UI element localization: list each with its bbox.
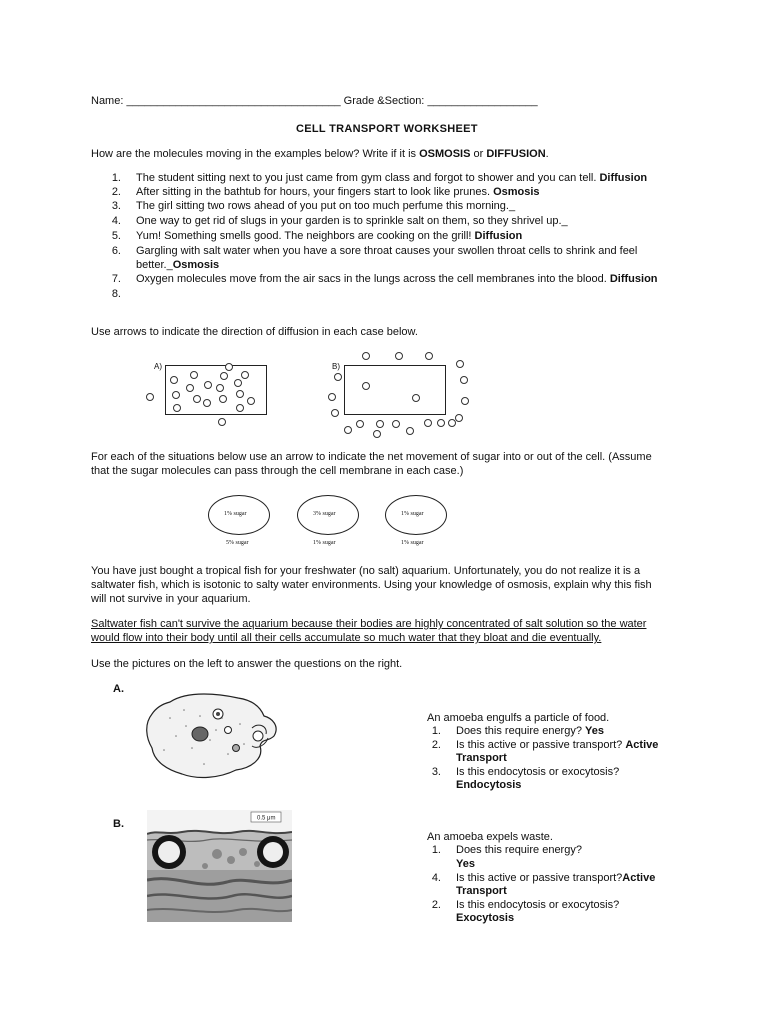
molecule [193, 395, 201, 403]
cell-inside-label: 1% sugar [224, 511, 247, 517]
question-item: Is this active or passive transport? Active [456, 739, 659, 751]
worksheet-title: CELL TRANSPORT WORKSHEET [296, 123, 478, 135]
item-number: 2. [111, 186, 121, 198]
molecule [460, 376, 468, 384]
molecule [186, 384, 194, 392]
section-b-letter: B. [113, 818, 124, 830]
diagram-a-label: A) [154, 362, 162, 371]
fish-question-line-3: will not survive in your aquarium. [91, 593, 251, 605]
question-number: 2. [431, 899, 441, 911]
item-number: 3. [111, 200, 121, 212]
fish-answer-line-1: Saltwater fish can't survive the aquarium because their bodies are highly concentrated of salt solution so the water [91, 618, 647, 630]
molecule [218, 418, 226, 426]
question-answer: Exocytosis [456, 912, 515, 924]
question-number: 3. [431, 766, 441, 778]
scale-bar-label: 0.5 μm [257, 815, 276, 822]
molecule [424, 419, 432, 427]
item-number: 7. [111, 273, 121, 285]
molecule [234, 379, 242, 387]
molecule [356, 420, 364, 428]
question-answer-continuation: Transport [456, 752, 507, 764]
cell-inside-label: 1% sugar [401, 511, 424, 517]
question-item: Is this endocytosis or exocytosis? [456, 766, 620, 778]
molecule [373, 430, 381, 438]
fish-question-line-1: You have just bought a tropical fish for your freshwater (no salt) aquarium. Unfortunately, you do not realize it is a [91, 565, 641, 577]
molecule [392, 420, 400, 428]
question-answer: Endocytosis [456, 779, 522, 791]
amoeba-exocytosis-micrograph [147, 810, 292, 922]
question-number: 1. [431, 844, 441, 856]
section-a-letter: A. [113, 683, 124, 695]
cell-outside-label: 5% sugar [226, 540, 249, 546]
item-number: 6. [111, 245, 121, 257]
molecule [236, 390, 244, 398]
question-number: 4. [431, 872, 441, 884]
list-item: Yum! Something smells good. The neighbors are cooking on the grill! Diffusion [136, 230, 523, 242]
name-blank[interactable]: ___________________________________ [126, 95, 341, 107]
list-item: Gargling with salt water when you have a sore throat causes your swollen throat cells to shrink and feel [136, 245, 638, 257]
molecule [334, 373, 342, 381]
question-item: Does this require energy? [456, 844, 582, 856]
molecule [172, 391, 180, 399]
molecule [190, 371, 198, 379]
diagram-b-box [344, 365, 446, 415]
molecule [173, 404, 181, 412]
molecule [344, 426, 352, 434]
molecule [331, 409, 339, 417]
item-number: 1. [111, 172, 121, 184]
sugar-instruction-line-2: that the sugar molecules can pass through the cell membrane in each case.) [91, 465, 464, 477]
section-a-prompt: An amoeba engulfs a particle of food. [427, 712, 610, 724]
question-number: 1. [431, 725, 441, 737]
molecule [455, 414, 463, 422]
molecule [170, 376, 178, 384]
question-answer-continuation: Transport [456, 885, 507, 897]
fish-answer-line-2: would flow into their body until all their cells accumulate so much water that they bloat and die eventually. [91, 632, 602, 644]
question-number: 2. [431, 739, 441, 751]
molecule [425, 352, 433, 360]
cell-inside-label: 3% sugar [313, 511, 336, 517]
molecule [146, 393, 154, 401]
molecule [220, 372, 228, 380]
molecule [362, 352, 370, 360]
molecule [204, 381, 212, 389]
molecule [437, 419, 445, 427]
molecule [247, 397, 255, 405]
molecule [406, 427, 414, 435]
molecule [236, 404, 244, 412]
pictures-instruction: Use the pictures on the left to answer the questions on the right. [91, 658, 403, 670]
sugar-instruction-line-1: For each of the situations below use an arrow to indicate the net movement of sugar into or out of the cell. (Assume [91, 451, 652, 463]
molecule [328, 393, 336, 401]
header-line [91, 94, 538, 108]
item-number: 5. [111, 230, 121, 242]
question-item: Is this endocytosis or exocytosis? [456, 899, 620, 911]
list-item: The student sitting next to you just came from gym class and forgot to shower and you can tell. Diffusion [136, 172, 648, 184]
molecule [225, 363, 233, 371]
question-item: Is this active or passive transport?Active [456, 872, 656, 884]
cell-outside-label: 1% sugar [401, 540, 424, 546]
fish-question-line-2: saltwater fish, which is isotonic to salty water environments. Using your knowledge of osmosis, explain why this fish [91, 579, 652, 591]
molecule [461, 397, 469, 405]
molecule [412, 394, 420, 402]
question-item: Does this require energy? Yes [456, 725, 604, 737]
list-item: The girl sitting two rows ahead of you put on too much perfume this morning._ [136, 200, 516, 212]
section-b-prompt: An amoeba expels waste. [427, 831, 553, 843]
amoeba-engulfing-image [140, 688, 290, 784]
cell-outside-label: 1% sugar [313, 540, 336, 546]
molecule [362, 382, 370, 390]
molecule [376, 420, 384, 428]
diagram-b-label: B) [332, 362, 340, 371]
question-answer: Yes [456, 858, 475, 870]
item-number: 8. [111, 288, 121, 300]
grade-label: Grade &Section: [343, 95, 425, 107]
molecule [456, 360, 464, 368]
list-item: One way to get rid of slugs in your garden is to sprinkle salt on them, so they shrivel up._ [136, 215, 568, 227]
name-label: Name: [91, 95, 124, 107]
molecule [216, 384, 224, 392]
list-item: Oxygen molecules move from the air sacs in the lungs across the cell membranes into the blood. Diffusion [136, 273, 658, 285]
molecule [395, 352, 403, 360]
arrows-instruction: Use arrows to indicate the direction of diffusion in each case below. [91, 326, 418, 338]
molecule [219, 395, 227, 403]
item-number: 4. [111, 215, 121, 227]
list-item: After sitting in the bathtub for hours, your fingers start to look like prunes. Osmosis [136, 186, 540, 198]
intro-text: How are the molecules moving in the examples below? Write if it is OSMOSIS or DIFFUSION. [91, 148, 549, 160]
molecule [203, 399, 211, 407]
molecule [448, 419, 456, 427]
list-item-continuation: better._Osmosis [136, 259, 220, 271]
grade-blank[interactable]: __________________ [427, 95, 538, 107]
molecule [241, 371, 249, 379]
